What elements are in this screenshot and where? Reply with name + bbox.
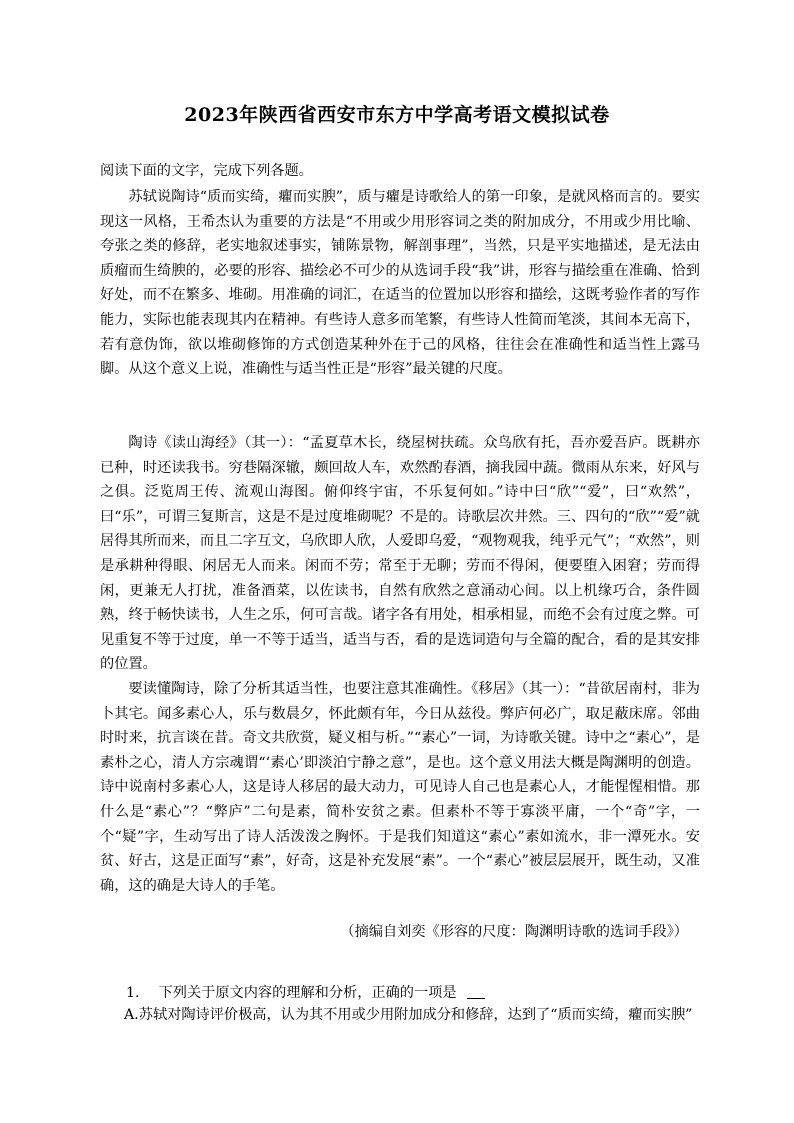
instructions: 阅读下面的文字，完成下列各题。: [100, 163, 313, 179]
passage-paragraph-3: [100, 677, 700, 898]
passage-paragraph-1: [100, 185, 700, 382]
source-citation: （摘编自刘奕《形容的尺度：陶渊明诗歌的选词手段》）: [340, 924, 688, 940]
question-text: 下列关于原文内容的理解和分析，正确的一项是: [158, 985, 457, 1001]
paragraph-text: 要读懂陶诗，除了分析其适当性，也要注意其准确性。《移居》（其一）：“昔欲居南村，非为卜其宅。闻多素心人，乐与数晨夕，怀此颇有年，今日从兹役。弊庐何必广，取足蔽床席。邻曲时时来，抗言谈在昔。奇文共欣赏，疑义相与析。”“素心”一词，为诗歌关键。诗中之“素心”，是素朴之心，清人方宗魂谓“‘素心’即淡泊宁静之意”，是也。这个意义用法大概是陶渊明的创造。诗中说南村多素心人，这是诗人移居的最大动力，可见诗人自己也是素心人，才能惺惺相惜。那什么是“素心”？“弊庐”二句是素，简朴安贫之素。但素朴不等于寡淡平庸，一个“奇”字，一个“疑”字，生动写出了诗人活泼泼之胸怀。于是我们知道这“素心”素如流水，非一潭死水。安贫、好古，这是正面写“素”，好奇，这是补充发展“素”。一个“素心”被层层展开，既生动，又准确，这的确是大诗人的手笔。: [100, 681, 700, 894]
passage-paragraph-2: [100, 431, 700, 677]
answer-blank[interactable]: [467, 986, 485, 999]
page-title: 2023年陕西省西安市东方中学高考语文模拟试卷: [184, 104, 610, 126]
option-a: A.苏轼对陶诗评价极高，认为其不用或少用附加成分和修辞，达到了“质而实绮，癯而实腴”: [124, 1007, 693, 1023]
paragraph-text: 苏轼说陶诗“质而实绮，癯而实腴”，质与癯是诗歌给人的第一印象，是就风格而言的。要实现这一风格，王希杰认为重要的方法是“不用或少用形容词之类的附加成分，不用或少用比喻、夸张之类的修辞，老实地叙述事实，铺陈景物，解剖事理”，当然，只是平实地描述，是无法由质瘤而生绮腴的，必要的形容、描绘必不可少的从选词手段“我”讲，形容与描绘重在准确、恰到好处，而不在繁多、堆砌。用准确的词汇，在适当的位置加以形容和描绘，这既考验作者的写作能力，实际也能表现其内在精神。有些诗人意多而笔繁，有些诗人性简而笔淡，其间本无高下，若有意伪饰，欲以堆砌修饰的方式创造某种外在于己的风格，往往会在准确性和适当性上露马脚。从这个意义上说，准确性与适当性正是“形容”最关键的尺度。: [100, 189, 700, 378]
question-1: [126, 982, 485, 1002]
question-number: 1.: [126, 985, 140, 1001]
paragraph-text: 陶诗《读山海经》（其一）：“孟夏草木长，绕屋树扶疏。众鸟欣有托，吾亦爱吾庐。既耕亦已种，时还读我书。穷巷隔深辙，颇回故人车，欢然酌春酒，摘我园中蔬。微雨从东来，好风与之俱。泛览周王传、流观山海图。俯仰终宇宙，不乐复何如。”诗中曰“欣”“爱”，曰“欢然”，曰“乐”，可谓三复斯言，这是不是过度堆砌呢？不是的。诗歌层次井然。三、四句的“欣”“爱”就居得其所而来，而且二字互文，乌欣即人欣，人爱即乌爱，“观物观我，纯乎元气”；“欢然”，则是承耕种得眼、闲居无人而来。闲而不劳；常至于无聊；劳而不得闲，便要堕入困窘；劳而得闲，更兼无人打扰，准备酒菜，以佐读书，自然有欣然之意涌动心间。以上机缘巧合，条件圆熟，终于畅快读书，人生之乐，何可言哉。诸字各有用处，相承相显，而绝不会有过度之弊。可见重复不等于过度，单一不等于适当，适当与否，看的是选词造句与全篇的配合，看的是其安排的位置。: [100, 435, 700, 673]
